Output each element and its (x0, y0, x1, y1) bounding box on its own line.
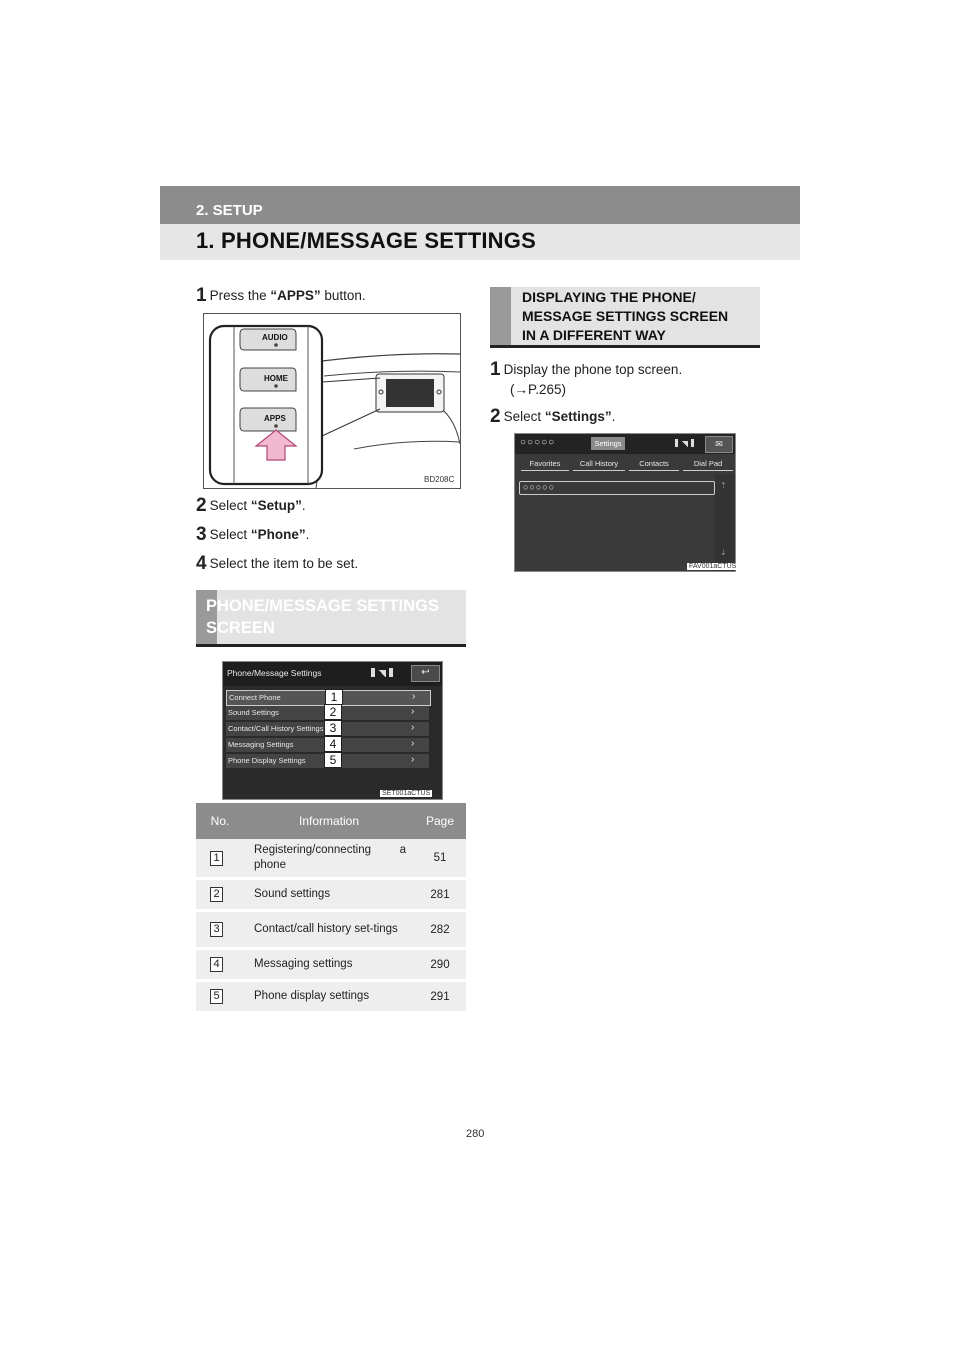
mail-icon: ✉ (705, 436, 733, 453)
battery-icon (691, 439, 694, 447)
settings-row (226, 754, 429, 768)
row-number: 2 (210, 887, 223, 902)
row-page: 51 (414, 839, 466, 879)
step-1-press-apps: 1 Press the “APPS” button. (196, 285, 366, 306)
figure-code: FAV001aCTUS (689, 563, 737, 570)
section-header-settings-screen (196, 590, 466, 647)
row-page: 290 (414, 949, 466, 981)
chevron-right-icon: › (412, 691, 416, 702)
settings-row-label: Sound Settings (228, 708, 279, 717)
col-header-information: Information (244, 803, 414, 839)
table-row (196, 879, 466, 911)
settings-row-label: Contact/Call History Settings (228, 724, 324, 733)
tab-favorites: Favorites (521, 459, 569, 471)
phone-top-screen (514, 433, 736, 572)
step-2-select-setup: 2 Select “Setup”. (196, 495, 306, 516)
dashboard-illustration (203, 313, 461, 489)
callout-number: 4 (324, 736, 342, 752)
row-information: Contact/call history set-tings (244, 911, 414, 949)
table-row (196, 839, 466, 879)
figure-code: BD208C (424, 475, 455, 484)
chevron-right-icon: › (411, 706, 415, 717)
table-row (196, 981, 466, 1013)
tab-call-history: Call History (573, 459, 625, 471)
step-2-select-settings: 2 Select “Settings”. (490, 406, 616, 427)
tab-dial-pad: Dial Pad (683, 459, 733, 471)
step-3-select-phone: 3 Select “Phone”. (196, 524, 310, 545)
settings-row-label: Messaging Settings (228, 740, 294, 749)
row-number: 5 (210, 989, 223, 1004)
settings-row (226, 706, 429, 720)
screen-title: Phone/Message Settings (227, 668, 322, 678)
chapter-section-label: 2. SETUP (196, 202, 263, 219)
callout-number: 5 (324, 752, 342, 768)
section-title-line1: DISPLAYING THE PHONE/ (522, 289, 696, 305)
figure-code: SET001aCTUS (382, 790, 431, 797)
settings-row (226, 722, 429, 736)
contact-entry (519, 481, 715, 495)
section-title-line2: MESSAGE SETTINGS SCREEN (522, 308, 729, 324)
page-number: 280 (466, 1128, 485, 1140)
chevron-right-icon: › (411, 738, 415, 749)
col-header-no: No. (196, 803, 244, 839)
scroll-up-icon: ⇡ (720, 481, 727, 490)
chevron-right-icon: › (411, 722, 415, 733)
callout-number: 2 (324, 704, 342, 720)
row-page: 282 (414, 911, 466, 949)
apps-button-label: “APPS” (270, 288, 321, 303)
col-header-page: Page (414, 803, 466, 839)
chevron-right-icon: › (411, 754, 415, 765)
signal-icon (378, 670, 386, 677)
callout-number: 3 (324, 720, 342, 736)
table-row (196, 911, 466, 949)
row-page: 281 (414, 879, 466, 911)
home-button: HOME (264, 374, 288, 383)
settings-button: Settings (591, 437, 625, 450)
contact-entry-name: ○○○○○ (523, 482, 556, 492)
section-title-line1: PHONE/MESSAGE SETTINGS (206, 597, 439, 615)
phone-message-settings-screen (222, 661, 443, 800)
battery-icon (389, 668, 393, 677)
bluetooth-icon (371, 668, 375, 677)
settings-row-label: Phone Display Settings (228, 756, 306, 765)
row-number: 1 (210, 851, 223, 866)
bluetooth-icon (675, 439, 678, 447)
section-title-line2: SCREEN (206, 619, 275, 637)
scroll-down-icon: ⇣ (720, 548, 727, 557)
back-icon: ↩ (411, 665, 440, 682)
row-information: Sound settings (244, 879, 414, 911)
row-information: Messaging settings (244, 949, 414, 981)
dashboard-drawing (204, 314, 460, 488)
row-number: 4 (210, 957, 223, 972)
step-number: 1 (196, 285, 207, 306)
row-number: 3 (210, 922, 223, 937)
table-row (196, 949, 466, 981)
row-information: Registering/connecting a phone (244, 839, 414, 879)
section-title-line3: IN A DIFFERENT WAY (522, 327, 666, 343)
row-information: Phone display settings (244, 981, 414, 1013)
settings-info-table (196, 803, 466, 1014)
page-title: 1. PHONE/MESSAGE SETTINGS (196, 228, 536, 253)
signal-icon (681, 441, 688, 447)
tab-contacts: Contacts (629, 459, 679, 471)
audio-button: AUDIO (262, 333, 288, 342)
step-1-display-phone-top: 1 Display the phone top screen. (490, 359, 683, 380)
step-4-select-item: 4 Select the item to be set. (196, 553, 359, 574)
callout-number: 1 (325, 689, 343, 705)
settings-row-label: Connect Phone (229, 693, 281, 702)
section-header-different-way (490, 287, 760, 348)
apps-button: APPS (264, 414, 286, 423)
device-name: ○○○○○ (520, 437, 556, 448)
settings-row (226, 738, 429, 752)
step-1-page-reference: (→P.265) (510, 382, 567, 397)
row-page: 291 (414, 981, 466, 1013)
